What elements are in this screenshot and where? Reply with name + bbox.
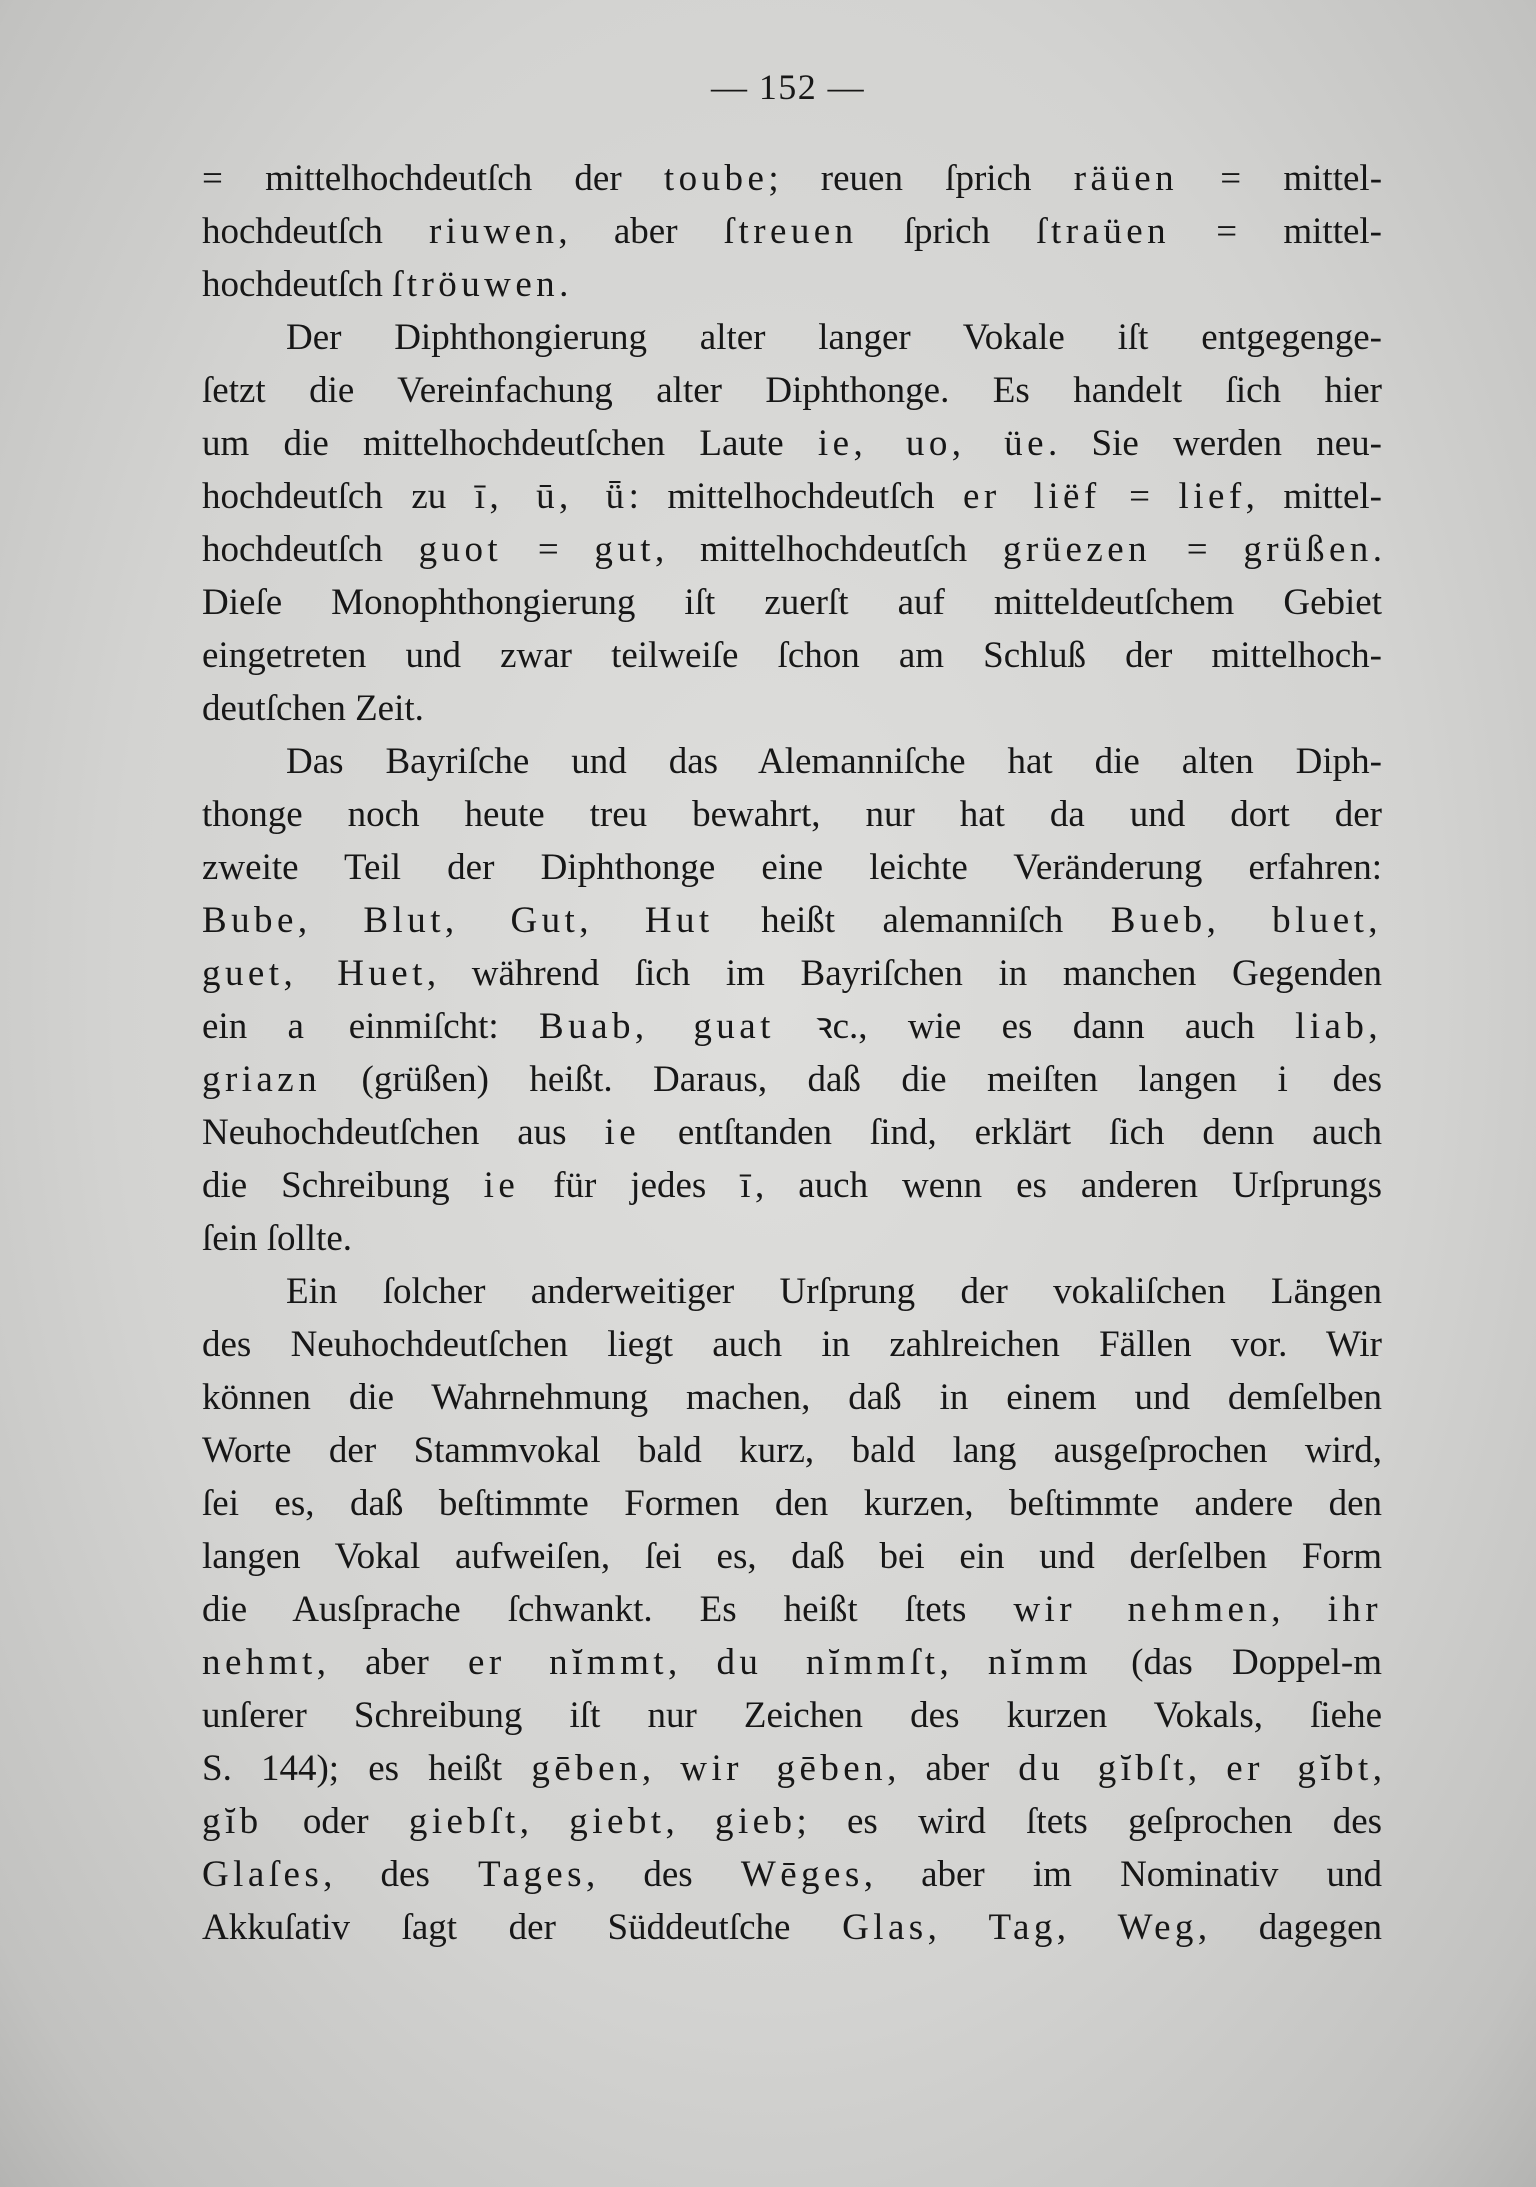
text-segment: hochdeutſch <box>202 529 419 570</box>
text-line-25 <box>202 1424 1382 1477</box>
text-line-9 <box>202 576 1382 629</box>
text-line-24 <box>202 1371 1382 1424</box>
text-segment: (grüßen) heißt. Daraus, daß die meiſten langen <box>321 1059 1278 1100</box>
text-segment: Ein ſolcher anderweitiger Urſprung der vokaliſchen Längen <box>286 1271 1382 1312</box>
emphasized-text: wir gēben <box>680 1748 888 1789</box>
emphasized-text: riuwen <box>429 211 559 252</box>
text-segment: ſein ſollte. <box>202 1218 353 1259</box>
text-segment: = mittelhochdeutſch der <box>202 158 664 199</box>
emphasized-text: du gĭbſt <box>1018 1748 1188 1789</box>
text-segment: Der Diphthongierung alter langer Vokale iſt entgegenge- <box>286 317 1382 358</box>
text-line-16 <box>202 947 1382 1000</box>
text-line-23 <box>202 1318 1382 1371</box>
text-segment: , <box>939 1642 988 1683</box>
emphasized-text: gieb <box>715 1801 797 1842</box>
text-segment: , <box>927 1907 989 1948</box>
text-segment: , während ſich im Bayriſchen in manchen Gegenden <box>426 953 1382 994</box>
text-segment: , <box>1056 1907 1118 1948</box>
text-line-10 <box>202 629 1382 682</box>
text-line-5 <box>202 364 1382 417</box>
emphasized-text: er nĭmmt <box>467 1642 669 1683</box>
text-segment: , mittelhochdeutſch <box>655 529 1003 570</box>
emphasized-text: giebt <box>569 1801 666 1842</box>
emphasized-text: du nĭmmſt <box>716 1642 940 1683</box>
emphasized-text: ī <box>740 1165 756 1206</box>
text-segment: thonge noch heute treu bewahrt, nur hat da und dort der <box>202 794 1382 835</box>
emphasized-text: er gĭbt <box>1226 1748 1373 1789</box>
text-segment: Das Bayriſche und das Alemanniſche hat die alten Diph- <box>286 741 1382 782</box>
text-line-13 <box>202 788 1382 841</box>
emphasized-text: Bube, Blut, Gut, Hut <box>202 900 714 941</box>
text-line-20 <box>202 1159 1382 1212</box>
text-segment: , aber im Nominativ und <box>863 1854 1382 1895</box>
emphasized-text: toube <box>663 158 769 199</box>
text-segment: , aber <box>887 1748 1019 1789</box>
emphasized-text: räüen <box>1073 158 1179 199</box>
emphasized-text: lief <box>1178 476 1246 517</box>
emphasized-text: Tag <box>988 1907 1057 1948</box>
emphasized-text: i <box>1277 1059 1293 1100</box>
text-segment: . <box>1372 529 1382 570</box>
text-segment: . Sie werden neu- <box>1048 423 1382 464</box>
text-segment: ſetzt die Vereinfachung alter Diphthonge. Es handelt ſich hier <box>202 370 1382 411</box>
text-line-33 <box>202 1848 1382 1901</box>
text-segment: ꝛc., wie es dann auch <box>774 1006 1296 1047</box>
emphasized-text: nĭmm <box>987 1642 1092 1683</box>
text-segment: ; es wird ſtets geſprochen des <box>796 1801 1382 1842</box>
text-segment: Dieſe Monophthongierung iſt zuerſt auf mitteldeutſchem Gebiet <box>202 582 1382 623</box>
text-segment: , <box>668 1642 717 1683</box>
text-line-3 <box>202 258 1382 311</box>
text-segment: unſerer Schreibung iſt nur Zeichen des kurzen Vokals, ſiehe <box>202 1695 1382 1736</box>
body-text <box>202 152 1382 1954</box>
text-segment: , aber <box>558 211 724 252</box>
emphasized-text: ie <box>604 1112 641 1153</box>
text-segment: hochdeutſch zu <box>202 476 475 517</box>
text-line-34 <box>202 1901 1382 1954</box>
text-segment: eingetreten und zwar teilweiſe ſchon am Schluß der mittelhoch- <box>202 635 1382 676</box>
text-segment: , <box>665 1801 715 1842</box>
text-segment: für jedes <box>519 1165 741 1206</box>
emphasized-text: er liëf <box>963 476 1101 517</box>
text-segment: ; reuen ſprich <box>768 158 1074 199</box>
text-segment: hochdeutſch <box>202 264 393 305</box>
text-segment: Neuhochdeutſchen aus <box>202 1112 605 1153</box>
text-segment: = mittel- <box>1170 211 1382 252</box>
text-line-26 <box>202 1477 1382 1530</box>
text-segment: die Ausſprache ſchwankt. Es heißt ſtets <box>202 1589 1014 1630</box>
emphasized-text: Weg <box>1117 1907 1198 1948</box>
text-line-19 <box>202 1106 1382 1159</box>
emphasized-text: grüßen <box>1243 529 1373 570</box>
text-line-31 <box>202 1742 1382 1795</box>
emphasized-text: gut <box>594 529 656 570</box>
emphasized-text: gĭb <box>202 1801 263 1842</box>
emphasized-text: ī, ū, ǖ <box>474 476 629 517</box>
text-line-2 <box>202 205 1382 258</box>
text-line-30 <box>202 1689 1382 1742</box>
text-segment: einmiſcht: <box>308 1006 540 1047</box>
text-segment: um die mittelhochdeutſchen Laute <box>202 423 818 464</box>
text-segment: können die Wahrnehmung machen, daß in einem und demſelben <box>202 1377 1382 1418</box>
emphasized-text: griazn <box>202 1059 322 1100</box>
text-line-22 <box>202 1265 1382 1318</box>
text-line-7 <box>202 470 1382 523</box>
emphasized-text: ſtreuen <box>723 211 858 252</box>
emphasized-text: guot <box>418 529 503 570</box>
text-segment: = <box>1100 476 1179 517</box>
text-segment: ſei es, daß beſtimmte Formen den kurzen, beſtimmte andere den <box>202 1483 1382 1524</box>
text-segment: entſtanden ſind, erklärt ſich denn auch <box>640 1112 1382 1153</box>
text-segment: hochdeutſch <box>202 211 430 252</box>
text-segment: = <box>1151 529 1244 570</box>
emphasized-text: ihr <box>1327 1589 1382 1630</box>
text-segment: Akkuſativ ſagt der Süddeutſche <box>202 1907 843 1948</box>
emphasized-text: Tages <box>478 1854 586 1895</box>
text-segment: , <box>1372 1748 1382 1789</box>
emphasized-text: ſtraüen <box>1036 211 1171 252</box>
emphasized-text: grüezen <box>1002 529 1152 570</box>
text-line-18 <box>202 1053 1382 1106</box>
emphasized-text: wir nehmen <box>1013 1589 1272 1630</box>
emphasized-text: giebſt <box>408 1801 520 1842</box>
text-segment: S. 144); es heißt <box>202 1748 532 1789</box>
text-segment: , <box>1271 1589 1328 1630</box>
text-segment: , aber <box>316 1642 468 1683</box>
text-segment: langen Vokal aufweiſen, ſei es, daß bei ein und derſelben Form <box>202 1536 1382 1577</box>
text-segment: ſprich <box>857 211 1037 252</box>
page-number: — 152 — <box>710 67 866 107</box>
text-segment: zweite Teil der Diphthonge eine leichte Veränderung erfahren: <box>202 847 1382 888</box>
emphasized-text: ie <box>483 1165 520 1206</box>
text-segment: , dagegen <box>1197 1907 1382 1948</box>
text-line-17 <box>202 1000 1382 1053</box>
emphasized-text: liab, <box>1295 1006 1382 1047</box>
text-segment: , mittel- <box>1245 476 1382 517</box>
emphasized-text: a <box>287 1006 309 1047</box>
text-line-28 <box>202 1583 1382 1636</box>
text-segment: , <box>519 1801 570 1842</box>
text-segment: , <box>641 1748 681 1789</box>
emphasized-text: Glas <box>842 1907 928 1948</box>
text-segment: Worte der Stammvokal bald kurz, bald lang ausgeſprochen wird, <box>202 1430 1382 1471</box>
text-segment: ein <box>202 1006 288 1047</box>
text-segment: die Schreibung <box>202 1165 484 1206</box>
text-line-8 <box>202 523 1382 576</box>
text-line-14 <box>202 841 1382 894</box>
text-segment: , <box>1187 1748 1227 1789</box>
text-segment: = <box>502 529 595 570</box>
emphasized-text: Buab, guat <box>539 1006 775 1047</box>
emphasized-text: nehmt <box>202 1642 317 1683</box>
text-segment: . <box>559 264 569 305</box>
text-line-15 <box>202 894 1382 947</box>
text-line-32 <box>202 1795 1382 1848</box>
text-line-21 <box>202 1212 1382 1265</box>
text-line-1 <box>202 152 1382 205</box>
text-line-29 <box>202 1636 1382 1689</box>
text-line-6 <box>202 417 1382 470</box>
text-segment: des <box>1292 1059 1382 1100</box>
text-line-27 <box>202 1530 1382 1583</box>
text-line-11 <box>202 682 1382 735</box>
text-segment: : mittelhochdeutſch <box>628 476 964 517</box>
text-segment: heißt alemanniſch <box>713 900 1111 941</box>
text-segment: deutſchen Zeit. <box>202 688 424 729</box>
emphasized-text: ſtröuwen <box>392 264 560 305</box>
emphasized-text: Glaſes <box>202 1854 324 1895</box>
text-line-4 <box>202 311 1382 364</box>
text-segment: (das Doppel-m <box>1092 1642 1382 1683</box>
emphasized-text: guet, Huet <box>202 953 427 994</box>
text-segment: = mittel- <box>1178 158 1382 199</box>
text-segment: , des <box>323 1854 479 1895</box>
text-segment: , auch wenn es anderen Urſprungs <box>755 1165 1382 1206</box>
emphasized-text: ie, uo, üe <box>817 423 1048 464</box>
emphasized-text: Bueb, bluet, <box>1110 900 1382 941</box>
emphasized-text: Wēges <box>740 1854 864 1895</box>
text-line-12 <box>202 735 1382 788</box>
text-segment: oder <box>262 1801 409 1842</box>
text-segment: des Neuhochdeutſchen liegt auch in zahlreichen Fällen vor. Wir <box>202 1324 1382 1365</box>
text-segment: , des <box>585 1854 741 1895</box>
emphasized-text: gēben <box>531 1748 642 1789</box>
